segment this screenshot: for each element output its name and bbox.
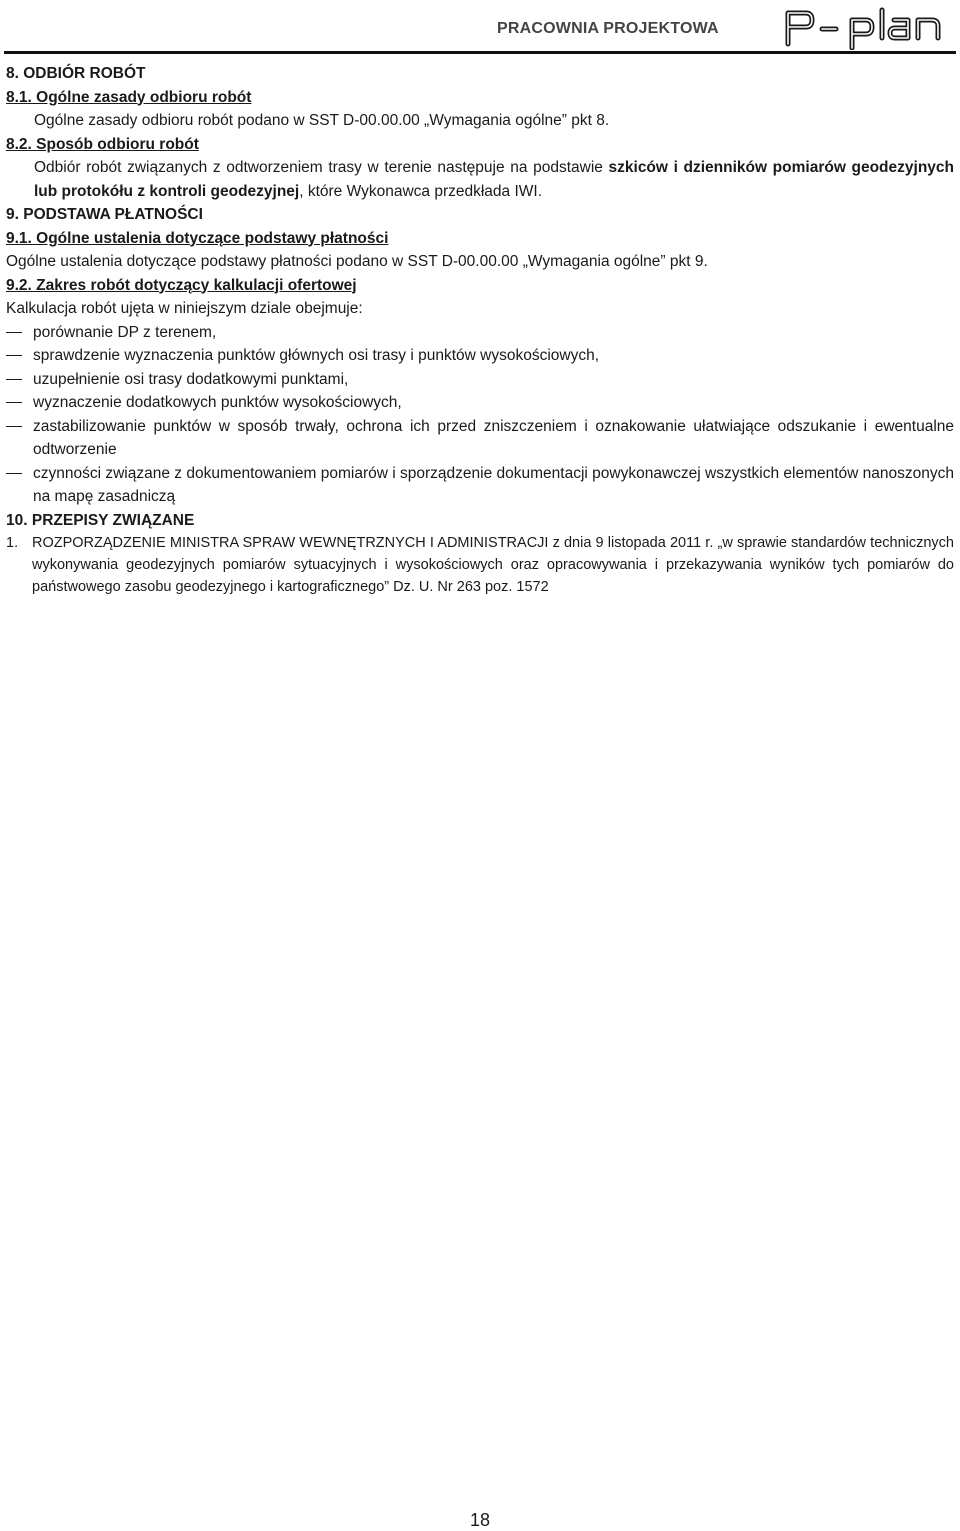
list-item — [6, 344, 954, 368]
list-item-text: wyznaczenie dodatkowych punktów wysokościowych, — [33, 394, 402, 411]
reference-number: 1. — [6, 535, 19, 551]
section-10-heading: 10. PRZEPISY ZWIĄZANE — [6, 511, 195, 529]
section-8-1-heading: 8.1. Ogólne zasady odbioru robót — [6, 88, 252, 106]
section-8-2-body-bold: szkiców i dzienników pomiarów geodezyjnych lub protokółu z kontroli geodezyjnej — [34, 159, 954, 200]
list-item — [6, 368, 954, 392]
list-item-text: czynności związane z dokumentowaniem pomiarów i sporządzenie dokumentacji powykonawczej wszystkich elementów nanoszonych na mapę zasadniczą — [33, 464, 954, 505]
list-item-text: uzupełnienie osi trasy dodatkowymi punktami, — [33, 370, 349, 388]
list-item — [6, 462, 954, 509]
list-item — [6, 321, 954, 345]
dash-bullet — [6, 402, 22, 403]
section-9-2-intro: Kalkulacja robót ujęta w niniejszym dziale obejmuje: — [6, 300, 363, 317]
header-title: PRACOWNIA PROJEKTOWA — [497, 20, 719, 37]
list-item-text: porównanie DP z terenem, — [33, 323, 217, 341]
dash-bullet — [6, 332, 22, 333]
list-item-text: zastabilizowanie punktów w sposób trwały, ochrona ich przed zniszczeniem i oznakowanie ułatwiające odszukanie i ewentualne odtworzenie — [33, 417, 954, 458]
section-9-1-body: Ogólne ustalenia dotyczące podstawy płatności podano w SST D-00.00.00 „Wymagania ogólne” pkt 9. — [6, 253, 708, 270]
p-plan-logo — [782, 6, 944, 50]
section-8-2-body-part-1: Odbiór robót związanych z odtworzeniem trasy w terenie następuje na podstawie — [34, 159, 609, 176]
dash-bullet — [6, 473, 22, 474]
list-item — [6, 391, 954, 415]
header-divider — [4, 51, 956, 54]
section-8-1-body: Ogólne zasady odbioru robót podano w SST D-00.00.00 „Wymagania ogólne” pkt 8. — [34, 112, 610, 129]
section-8-2-body — [6, 156, 954, 203]
dash-bullet — [6, 355, 22, 356]
scope-list — [6, 321, 954, 509]
section-9-1-heading: 9.1. Ogólne ustalenia dotyczące podstawy płatności — [6, 229, 389, 247]
regulation-reference — [6, 532, 954, 598]
section-8-2-body-part-2: , które Wykonawca przedkłada IWI. — [299, 182, 543, 200]
section-9-heading: 9. PODSTAWA PŁATNOŚCI — [6, 206, 203, 223]
reference-text: ROZPORZĄDZENIE MINISTRA SPRAW WEWNĘTRZNYCH I ADMINISTRACJI z dnia 9 listopada 2011 r. „w sprawie standardów technicznych wykonywania geodezyjnych pomiarów sytuacyjnych i wysokościowych oraz opracowywania i przekazywania wyników tych pomiarów do państwowego zasobu geodezyjnego i kartograficznego” Dz. U. Nr 263 poz. 1572 — [32, 535, 954, 595]
section-9-2-heading: 9.2. Zakres robót dotyczący kalkulacji ofertowej — [6, 276, 357, 294]
list-item — [6, 415, 954, 462]
section-8-heading: 8. ODBIÓR ROBÓT — [6, 65, 146, 82]
list-item-text: sprawdzenie wyznaczenia punktów głównych osi trasy i punktów wysokościowych, — [33, 347, 600, 364]
section-8-2-heading: 8.2. Sposób odbioru robót — [6, 135, 199, 153]
dash-bullet — [6, 379, 22, 380]
document-body — [6, 62, 954, 598]
page-number: 18 — [469, 1510, 491, 1530]
dash-bullet — [6, 426, 22, 427]
